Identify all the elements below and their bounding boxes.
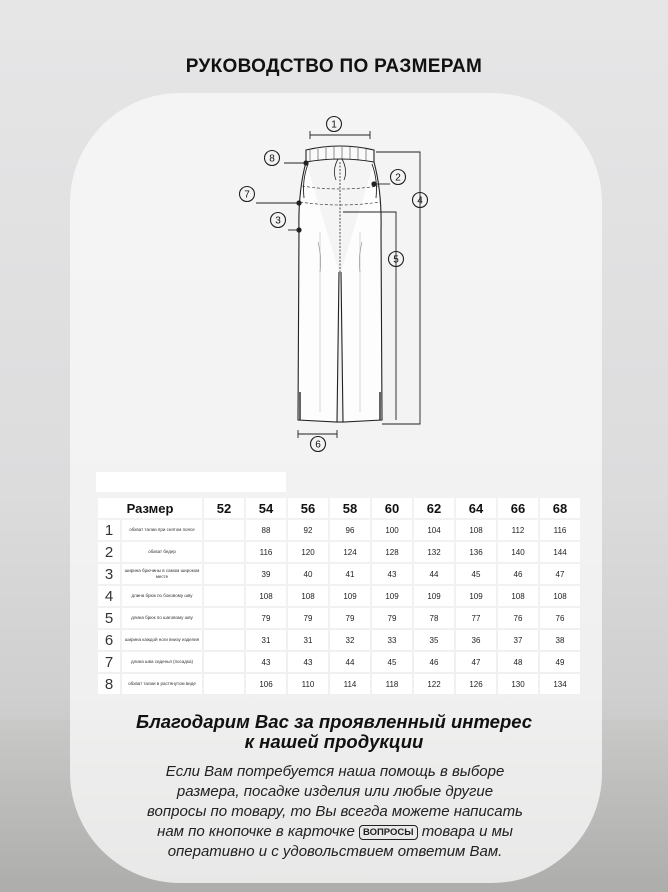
table-cell: 40 bbox=[288, 564, 328, 584]
row-number: 2 bbox=[98, 542, 120, 562]
table-cell: 49 bbox=[540, 652, 580, 672]
trousers-diagram bbox=[230, 112, 440, 457]
size-header: 56 bbox=[288, 498, 328, 518]
table-cell: 109 bbox=[414, 586, 454, 606]
table-cell: 45 bbox=[456, 564, 496, 584]
table-cell: 109 bbox=[456, 586, 496, 606]
table-cell bbox=[204, 652, 244, 672]
table-cell: 79 bbox=[246, 608, 286, 628]
questions-button[interactable]: ВОПРОСЫ bbox=[359, 825, 418, 840]
size-header: 64 bbox=[456, 498, 496, 518]
table-cell: 46 bbox=[498, 564, 538, 584]
size-header: 66 bbox=[498, 498, 538, 518]
table-cell: 109 bbox=[372, 586, 412, 606]
size-header: 60 bbox=[372, 498, 412, 518]
table-cell: 33 bbox=[372, 630, 412, 650]
table-cell: 79 bbox=[330, 608, 370, 628]
table-cell: 76 bbox=[498, 608, 538, 628]
row-number: 3 bbox=[98, 564, 120, 584]
size-header: 68 bbox=[540, 498, 580, 518]
table-cell: 126 bbox=[456, 674, 496, 694]
thanks-line: к нашей продукции bbox=[244, 731, 424, 752]
table-cell: 41 bbox=[330, 564, 370, 584]
size-table bbox=[96, 496, 582, 696]
table-cell: 96 bbox=[330, 520, 370, 540]
table-cell bbox=[204, 520, 244, 540]
table-cell bbox=[204, 586, 244, 606]
table-cell: 39 bbox=[246, 564, 286, 584]
page-title: РУКОВОДСТВО ПО РАЗМЕРАМ bbox=[185, 56, 483, 77]
table-cell bbox=[204, 674, 244, 694]
row-number: 7 bbox=[98, 652, 120, 672]
row-description: обхват бедер bbox=[122, 542, 202, 562]
table-cell: 46 bbox=[414, 652, 454, 672]
callout-1: 1 bbox=[331, 119, 337, 131]
size-header: 54 bbox=[246, 498, 286, 518]
info-line bbox=[110, 822, 560, 842]
table-cell: 35 bbox=[414, 630, 454, 650]
table-cell bbox=[204, 630, 244, 650]
size-header: 58 bbox=[330, 498, 370, 518]
table-cell: 116 bbox=[540, 520, 580, 540]
table-cell: 44 bbox=[414, 564, 454, 584]
table-cell: 108 bbox=[246, 586, 286, 606]
table-cell: 79 bbox=[372, 608, 412, 628]
callout-7: 7 bbox=[244, 189, 250, 201]
row-description: ширина каждой ноги внизу изделия bbox=[122, 630, 202, 650]
table-cell: 79 bbox=[288, 608, 328, 628]
table-cell: 45 bbox=[372, 652, 412, 672]
table-cell: 110 bbox=[288, 674, 328, 694]
row-number: 8 bbox=[98, 674, 120, 694]
size-header-label: Размер bbox=[98, 498, 202, 518]
row-number: 4 bbox=[98, 586, 120, 606]
row-description: обхват талии при снятом поясе bbox=[122, 520, 202, 540]
info-line: размера, посадке изделия или любые другие bbox=[176, 783, 494, 800]
table-cell: 100 bbox=[372, 520, 412, 540]
table-cell: 108 bbox=[540, 586, 580, 606]
table-header-row bbox=[98, 498, 580, 518]
row-description: длина брюк по шаговому шву bbox=[122, 608, 202, 628]
callout-6: 6 bbox=[315, 439, 321, 451]
callout-2: 2 bbox=[395, 172, 401, 184]
row-number: 5 bbox=[98, 608, 120, 628]
table-cell: 43 bbox=[372, 564, 412, 584]
info-line: оперативно и с удовольствием ответим Вам. bbox=[167, 843, 503, 860]
info-line: Если Вам потребуется наша помощь в выборе bbox=[165, 763, 505, 780]
thanks-heading bbox=[0, 712, 668, 752]
table-cell: 88 bbox=[246, 520, 286, 540]
table-cell: 47 bbox=[456, 652, 496, 672]
callout-5: 5 bbox=[393, 254, 399, 266]
table-cell: 31 bbox=[288, 630, 328, 650]
row-description: длина шва сиденья (посадка) bbox=[122, 652, 202, 672]
size-header: 52 bbox=[204, 498, 244, 518]
table-cell: 136 bbox=[456, 542, 496, 562]
table-cell: 124 bbox=[330, 542, 370, 562]
table-cell: 132 bbox=[414, 542, 454, 562]
table-cell: 118 bbox=[372, 674, 412, 694]
table-cell: 108 bbox=[498, 586, 538, 606]
row-description: обхват талии в растянутом виде bbox=[122, 674, 202, 694]
table-row bbox=[98, 608, 580, 628]
table-cell: 144 bbox=[540, 542, 580, 562]
table-cell: 78 bbox=[414, 608, 454, 628]
table-cell: 32 bbox=[330, 630, 370, 650]
table-cell bbox=[204, 608, 244, 628]
table-cell: 116 bbox=[246, 542, 286, 562]
table-cell: 120 bbox=[288, 542, 328, 562]
table-cell: 128 bbox=[372, 542, 412, 562]
row-description: длина брюк по боковому шву bbox=[122, 586, 202, 606]
table-cell: 140 bbox=[498, 542, 538, 562]
table-cell: 109 bbox=[330, 586, 370, 606]
table-cell: 114 bbox=[330, 674, 370, 694]
table-cell: 36 bbox=[456, 630, 496, 650]
info-line-text: нам по кнопочке в карточке bbox=[157, 823, 355, 840]
callout-3: 3 bbox=[275, 215, 281, 227]
table-row bbox=[98, 674, 580, 694]
table-cell: 43 bbox=[246, 652, 286, 672]
thanks-line: Благодарим Вас за проявленный интерес bbox=[135, 711, 533, 732]
table-row bbox=[98, 520, 580, 540]
row-number: 6 bbox=[98, 630, 120, 650]
table-cell: 134 bbox=[540, 674, 580, 694]
table-row bbox=[98, 652, 580, 672]
table-cell bbox=[204, 564, 244, 584]
table-cell: 106 bbox=[246, 674, 286, 694]
row-description: ширина брючины в самом широком месте bbox=[122, 564, 202, 584]
table-cell: 31 bbox=[246, 630, 286, 650]
table-cell: 44 bbox=[330, 652, 370, 672]
table-row bbox=[98, 564, 580, 584]
row-number: 1 bbox=[98, 520, 120, 540]
table-cell: 37 bbox=[498, 630, 538, 650]
table-cell: 104 bbox=[414, 520, 454, 540]
table-cell: 48 bbox=[498, 652, 538, 672]
table-row bbox=[98, 542, 580, 562]
table-cell: 112 bbox=[498, 520, 538, 540]
info-line-text: товара и мы bbox=[421, 823, 513, 840]
table-row bbox=[98, 586, 580, 606]
table-cell: 38 bbox=[540, 630, 580, 650]
table-cell: 108 bbox=[288, 586, 328, 606]
table-cell: 77 bbox=[456, 608, 496, 628]
size-header: 62 bbox=[414, 498, 454, 518]
info-line: вопросы по товару, то Вы всегда можете написать bbox=[147, 803, 523, 820]
callout-4: 4 bbox=[417, 195, 423, 207]
table-row bbox=[98, 630, 580, 650]
table-cell: 122 bbox=[414, 674, 454, 694]
table-cell bbox=[204, 542, 244, 562]
table-cell: 76 bbox=[540, 608, 580, 628]
table-cell: 43 bbox=[288, 652, 328, 672]
table-cell: 92 bbox=[288, 520, 328, 540]
table-cell: 108 bbox=[456, 520, 496, 540]
info-text bbox=[110, 762, 560, 862]
table-caption-strip bbox=[96, 472, 286, 492]
table-cell: 47 bbox=[540, 564, 580, 584]
table-cell: 130 bbox=[498, 674, 538, 694]
callout-8: 8 bbox=[269, 153, 275, 165]
